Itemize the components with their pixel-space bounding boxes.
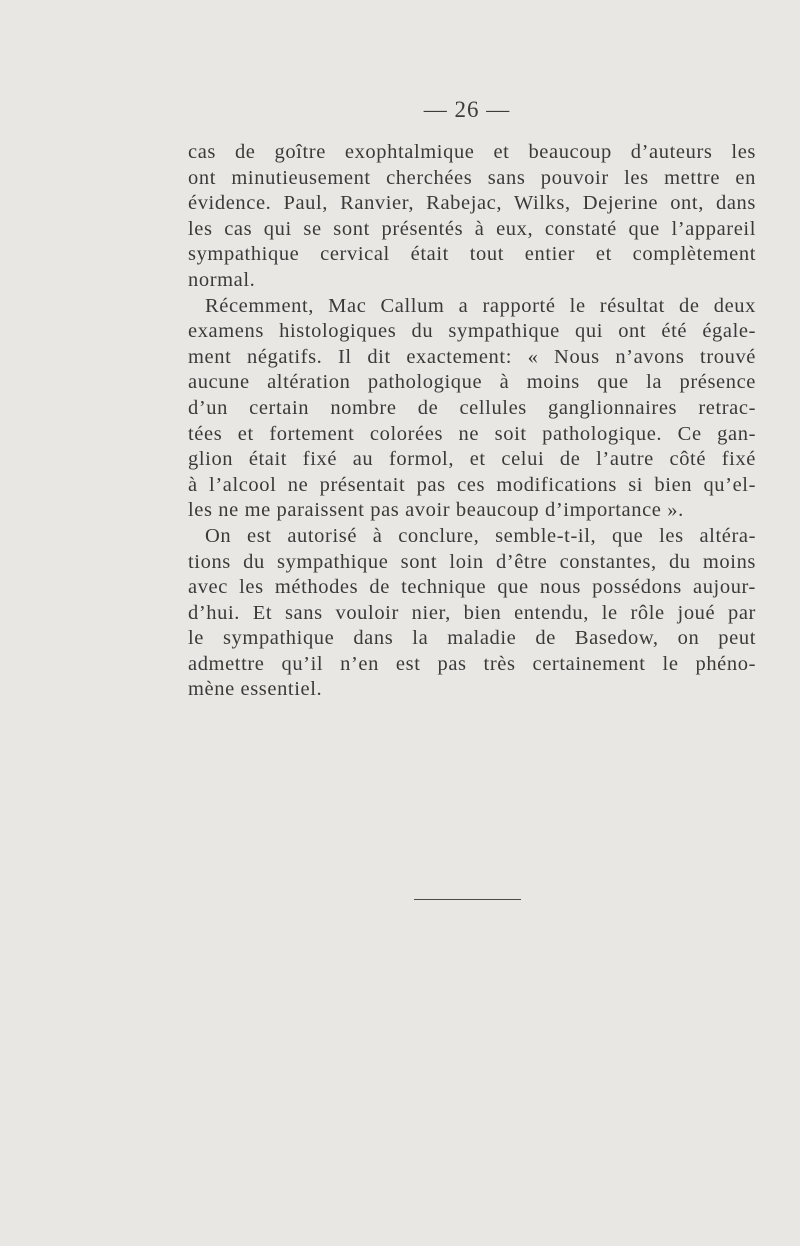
text-line: les cas qui se sont présentés à eux, constaté que l’appareil — [188, 217, 756, 240]
text-line: On est autorisé à conclure, semble-t-il, que les altéra- — [205, 524, 756, 547]
text-line: tées et fortement colorées ne soit pathologique. Ce gan- — [188, 422, 756, 445]
text-line: sympathique cervical était tout entier et complètement — [188, 243, 756, 266]
text-line: mène essentiel. — [188, 678, 323, 701]
text-line: avec les méthodes de technique que nous possédons aujour- — [188, 576, 756, 599]
text-line: normal. — [188, 268, 256, 291]
text-line: d’hui. Et sans vouloir nier, bien entendu, le rôle joué par — [188, 601, 756, 624]
text-line: d’un certain nombre de cellules ganglionnaires retrac- — [188, 396, 756, 419]
text-line: à l’alcool ne présentait pas ces modifications si bien qu’el- — [188, 473, 756, 496]
text-line: ont minutieusement cherchées sans pouvoir les mettre en — [188, 166, 756, 189]
text-line: le sympathique dans la maladie de Basedow, on peut — [188, 627, 756, 650]
body-text — [188, 140, 756, 703]
text-line: glion était fixé au formol, et celui de l’autre côté fixé — [188, 448, 756, 471]
text-line: tions du sympathique sont loin d’être constantes, du moins — [188, 550, 756, 573]
text-line: examens histologiques du sympathique qui ont été égale- — [188, 320, 756, 343]
text-line: évidence. Paul, Ranvier, Rabejac, Wilks, Dejerine ont, dans — [188, 192, 756, 215]
text-line: cas de goître exophtalmique et beaucoup d’auteurs les — [188, 141, 756, 163]
page-number: — 26 — — [423, 97, 511, 122]
text-line: aucune altération pathologique à moins que la présence — [188, 371, 756, 394]
text-line: ment négatifs. Il dit exactement: « Nous n’avons trouvé — [188, 345, 756, 368]
text-line: admettre qu’il n’en est pas très certainement le phéno- — [188, 652, 756, 675]
section-divider — [414, 899, 521, 900]
text-line: les ne me paraissent pas avoir beaucoup d’importance ». — [188, 499, 684, 522]
text-line: Récemment, Mac Callum a rapporté le résultat de deux — [205, 294, 756, 317]
